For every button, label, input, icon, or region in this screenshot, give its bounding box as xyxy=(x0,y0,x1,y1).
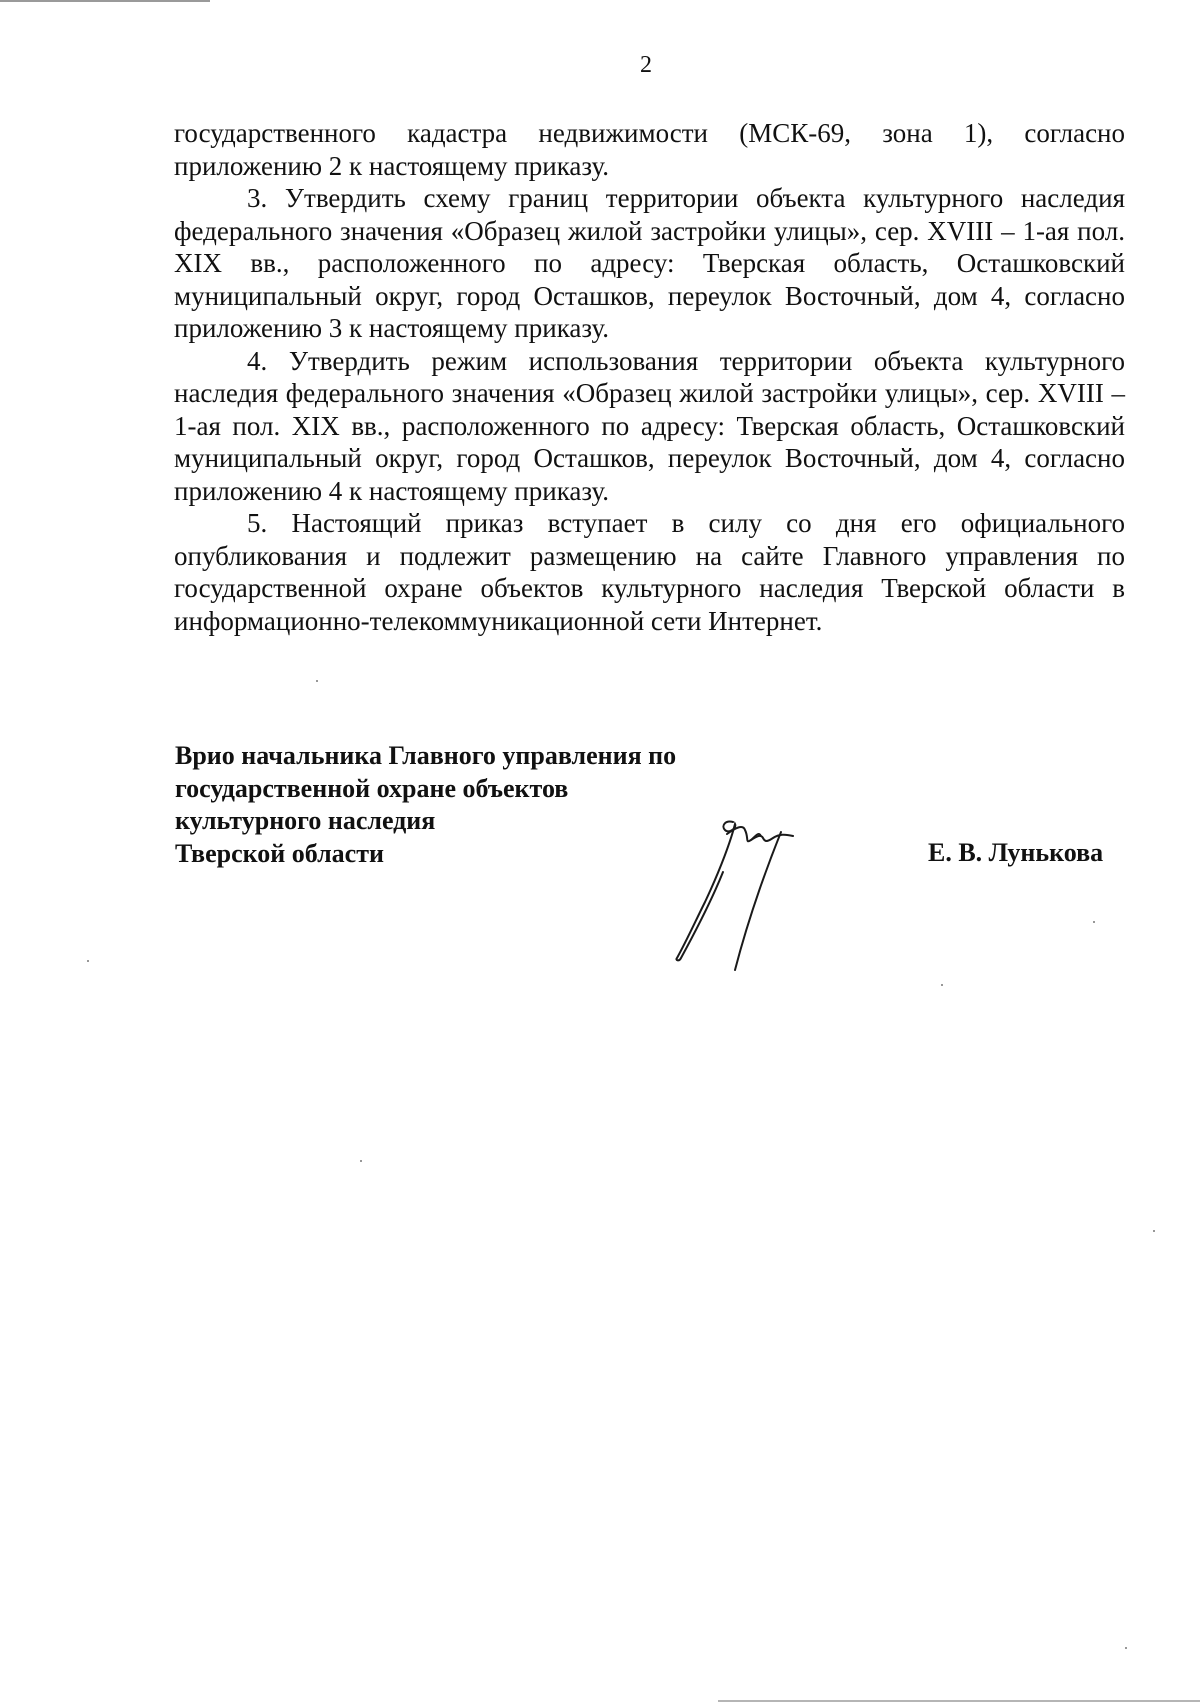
paragraph-item-5: 5. Настоящий приказ вступает в силу со дня его официального опубликования и подлежит размещению на сайте Главного управления по государственной охране объектов культурного наследия Тверской области в информационно-телекоммуникационной сети Интернет. xyxy=(174,508,1125,636)
position-line: Врио начальника Главного управления по xyxy=(175,741,677,770)
scan-edge-top xyxy=(0,0,210,2)
scan-speck xyxy=(87,960,89,962)
scan-edge-bottom xyxy=(718,1700,1200,1702)
scan-speck xyxy=(360,1160,362,1162)
position-line: государственной охране объектов xyxy=(175,773,569,803)
scan-speck xyxy=(1125,1647,1127,1649)
scan-speck xyxy=(316,680,318,682)
position-line: культурного наследия xyxy=(175,806,436,835)
page-number: 2 xyxy=(640,52,652,78)
scan-speck xyxy=(1153,1230,1155,1232)
scan-speck xyxy=(941,984,943,986)
handwritten-signature xyxy=(665,810,835,980)
paragraph-item-4: 4. Утвердить режим использования территории объекта культурного наследия федерального значения «Образец жилой застройки улицы», сер. XVIII – 1-ая пол. XIX вв., расположенного по адресу: Тверская область, Осташковский муниципальный округ, город Осташков, переулок Восточный, дом 4, согласно приложению 4 к настоящему приказу. xyxy=(174,345,1125,506)
signer-name: Е. В. Лунькова xyxy=(928,838,1104,867)
paragraph-continuation: государственного кадастра недвижимости (МСК-69, зона 1), согласно приложению 2 к настоящему приказу. xyxy=(174,118,1125,181)
scan-speck xyxy=(1093,921,1095,923)
paragraph-item-3: 3. Утвердить схему границ территории объекта культурного наследия федерального значения «Образец жилой застройки улицы», сер. XVIII – 1-ая пол. XIX вв., расположенного по адресу: Тверская область, Осташковский муниципальный округ, город Осташков, переулок Восточный, дом 4, согласно приложению 3 к настоящему приказу. xyxy=(174,183,1125,343)
order-body xyxy=(174,117,1125,637)
position-line: Тверской области xyxy=(175,838,384,868)
